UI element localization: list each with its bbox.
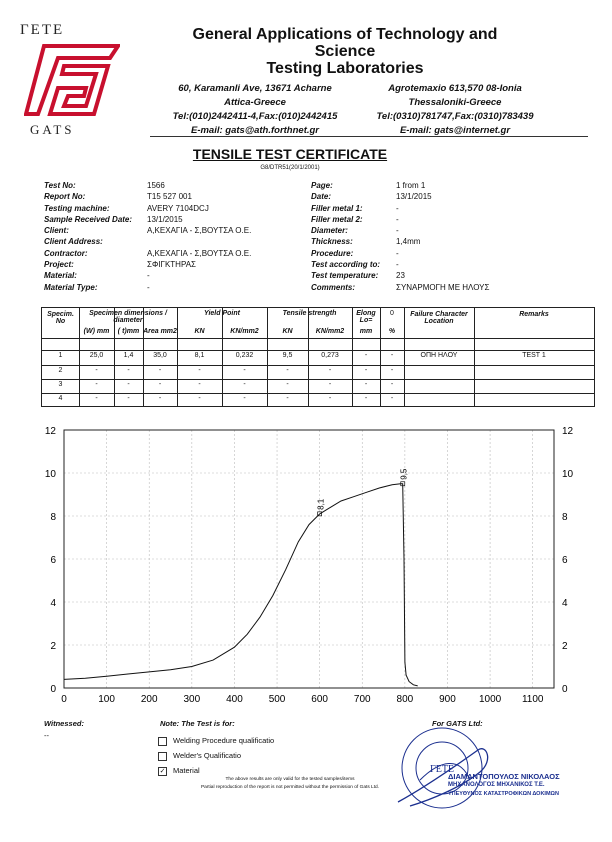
right-address: [345, 82, 565, 138]
info-value: -: [396, 248, 399, 258]
x-tick-label: 700: [353, 694, 371, 705]
info-value: ΣΦΙΓΚΤΗΡΑΣ: [147, 260, 196, 270]
right-address-line: E-mail: gats@internet.gr: [399, 125, 511, 136]
table-cell: -: [364, 367, 368, 374]
company-stamp-icon: [390, 720, 520, 820]
stamp-line: ΜΗΧΑΝΟΛΟΓΟΣ ΜΗΧΑΝΙΚΟΣ Τ.Ε.: [448, 782, 545, 788]
table-row-divider: [42, 338, 594, 339]
sub-header: (W) mm: [83, 328, 110, 335]
certificate-code: G8/DTR51(20/1/2001): [260, 165, 320, 171]
info-label: Client Address:: [44, 237, 103, 247]
info-left-values: [147, 180, 307, 293]
table-cell: -: [127, 395, 130, 402]
y-tick-label-right: 0: [562, 684, 568, 695]
table-row-divider: [42, 393, 594, 394]
info-label: Client:: [44, 226, 69, 236]
organization-title: [160, 26, 530, 77]
sub-header: %: [388, 328, 396, 335]
y-tick-label-right: 2: [562, 641, 568, 652]
info-right-labels: [311, 180, 401, 293]
table-cell: 1,4: [123, 352, 134, 359]
info-label: Date:: [311, 192, 332, 202]
disclaimer-line: Partial reproduction of the report is not permitted without the permission of Gats Ltd.: [200, 785, 380, 790]
table-cell: 8,1: [194, 352, 205, 359]
sub-header: KN: [282, 328, 293, 335]
sub-header: ( t)mm: [117, 328, 140, 335]
y-tick-label: 12: [44, 426, 56, 437]
stamp-line: ΔΙΑΜΑΝΤΟΠΟΥΛΟΣ ΝΙΚΟΛΑΟΣ: [448, 772, 560, 781]
specim-header: Specim. No: [47, 311, 74, 325]
info-label: Filler metal 2:: [311, 214, 363, 224]
gats-logo-icon: [24, 44, 120, 116]
y-tick-label: 6: [50, 555, 56, 566]
table-cell: -: [127, 367, 130, 374]
table-cell: -: [364, 381, 368, 388]
org-line-2: Science: [314, 43, 376, 60]
table-row-divider: [42, 350, 594, 351]
table-cell: 35,0: [153, 352, 167, 359]
sub-header: mm: [359, 328, 373, 335]
table-cell: -: [390, 381, 394, 388]
info-label: Sample Received Date:: [44, 214, 133, 224]
info-label: Material Type:: [44, 282, 98, 292]
info-value: 23: [396, 271, 405, 281]
info-label: Comments:: [311, 282, 356, 292]
sub-header: Area mm2: [143, 328, 177, 335]
table-cell: -: [127, 381, 130, 388]
table-cell: -: [328, 381, 332, 388]
table-cell: -: [328, 367, 332, 374]
info-label: Project:: [44, 260, 74, 270]
x-tick-label: 900: [439, 694, 456, 705]
elongation-header: Elong Lo=: [356, 310, 376, 324]
info-value: [147, 236, 307, 247]
svg-text:ΓΕΤΕ: ΓΕΤΕ: [429, 764, 455, 775]
table-cell: -: [95, 395, 98, 402]
y-tick-label: 8: [50, 512, 56, 523]
y-tick-label-right: 8: [562, 512, 568, 523]
x-tick-label: 0: [61, 694, 67, 705]
info-value: -: [396, 260, 399, 270]
disclaimer: [150, 776, 430, 792]
y-tick-label-right: 4: [562, 598, 568, 609]
table-cell: 1: [58, 352, 63, 359]
logo-top-text: ΓΕΤΕ: [20, 22, 65, 38]
table-cell: -: [158, 381, 162, 388]
elongation-lo-value: 0: [390, 310, 394, 317]
table-cell: -: [158, 395, 162, 402]
y-tick-label: 4: [50, 598, 56, 609]
info-value: 13/1/2015: [396, 192, 432, 202]
info-value: -: [147, 271, 150, 281]
info-value: ΣΥΝΑΡΜΟΓΗ ΜΕ ΗΛΟΥΣ: [396, 282, 490, 292]
info-label: Material:: [44, 271, 77, 281]
info-label: Report No:: [44, 192, 86, 202]
info-label: Testing machine:: [44, 203, 110, 213]
table-cell: -: [390, 395, 394, 402]
checkbox-icon[interactable]: [158, 737, 167, 746]
logo-bottom-text: GATS: [30, 122, 75, 137]
info-label: Contractor:: [44, 248, 88, 258]
right-address-line: Agrotemaxio 613,570 08-Ionia: [388, 83, 522, 94]
right-address-line: Thessaloniki-Greece: [408, 97, 502, 108]
table-cell: -: [390, 367, 394, 374]
y-tick-label-right: 12: [562, 426, 574, 437]
annotation-label: 9,5: [399, 468, 409, 480]
info-label: Page:: [311, 181, 333, 190]
table-cell: -: [286, 381, 289, 388]
info-value: 1,4mm: [396, 237, 421, 247]
table-cell: TEST 1: [522, 352, 546, 359]
org-line-3: Testing Laboratories: [266, 60, 424, 77]
info-value: -: [396, 214, 399, 224]
y-tick-label: 2: [50, 641, 56, 652]
x-tick-label: 1100: [521, 694, 544, 705]
load-curve: [64, 484, 418, 686]
left-address-line: 60, Karamanli Ave, 13671 Acharne: [178, 83, 332, 94]
info-label: Test temperature:: [311, 271, 379, 281]
certificate-title: TENSILE TEST CERTIFICATE: [192, 146, 388, 162]
table-cell: -: [243, 367, 246, 374]
dimensions-header: Specimen dimensions / diameter: [89, 310, 167, 324]
tensile-strength-header: Tensile strength: [282, 310, 337, 317]
info-label: Thickness:: [311, 237, 353, 247]
x-tick-label: 200: [140, 694, 158, 705]
option-welder-qualification[interactable]: [158, 748, 274, 763]
table-cell: -: [158, 367, 162, 374]
option-label: Welder's Qualificatio: [173, 751, 241, 760]
info-value: Α,ΚΕΧΑΓΙΑ - Σ,ΒΟΥΤΣΑ Ο.Ε.: [147, 226, 252, 236]
info-value: Α,ΚΕΧΑΓΙΑ - Σ,ΒΟΥΤΣΑ Ο.Ε.: [147, 248, 252, 258]
table-cell: -: [198, 367, 201, 374]
info-value: AVERY 7104DCJ: [147, 203, 209, 213]
left-address-line: E-mail: gats@ath.forthnet.gr: [190, 125, 320, 136]
left-address-line: Attica-Greece: [224, 97, 286, 108]
table-cell: -: [198, 395, 201, 402]
info-label: Test No:: [44, 181, 76, 190]
remarks-header: Remarks: [519, 311, 549, 318]
checkbox-checked-icon[interactable]: ✓: [159, 767, 166, 775]
table-cell: -: [198, 381, 201, 388]
option-label: Welding Procedure qualificatio: [173, 736, 275, 745]
table-row-divider: [42, 365, 594, 366]
info-value: 13/1/2015: [147, 214, 183, 224]
x-tick-label: 800: [396, 694, 414, 705]
info-label: Diameter:: [311, 226, 348, 236]
table-cell: -: [364, 395, 368, 402]
checkbox-icon[interactable]: [158, 752, 167, 761]
table-cell: -: [328, 395, 332, 402]
table-cell: 0,273: [321, 352, 339, 359]
load-extension-chart: [30, 420, 586, 710]
table-row-divider: [42, 379, 594, 380]
y-tick-label-right: 6: [562, 555, 568, 566]
info-value: T15 527 001: [147, 192, 192, 202]
info-value: -: [396, 226, 399, 236]
sub-header: KN: [194, 328, 205, 335]
table-cell: -: [95, 381, 98, 388]
info-label: Test according to:: [311, 260, 381, 270]
table-cell: 9,5: [282, 352, 293, 359]
table-cell: 0,232: [235, 352, 254, 359]
sub-header: KN/mm2: [230, 328, 259, 335]
info-value: -: [396, 203, 399, 213]
annotation-label: 8,1: [316, 498, 326, 510]
table-cell: 3: [58, 381, 63, 388]
table-cell: -: [243, 395, 246, 402]
left-address-line: Tel:(010)2442411-4,Fax:(010)2442415: [172, 111, 338, 122]
table-cell: -: [286, 367, 289, 374]
table-cell: -: [243, 381, 246, 388]
for-gats-label: For GATS Ltd:: [432, 719, 483, 728]
org-line-1: General Applications of Technology and: [192, 26, 498, 43]
failure-location-header: Failure Character Location: [410, 311, 468, 325]
test-purpose-options: [158, 733, 274, 778]
table-cell: -: [390, 352, 394, 359]
info-right-values: [396, 180, 566, 293]
info-value: -: [147, 282, 150, 292]
info-label: Procedure:: [311, 248, 354, 258]
y-tick-label: 10: [44, 469, 56, 480]
signatory-stamp: [448, 772, 598, 799]
info-label: Filler metal 1:: [311, 203, 363, 213]
witnessed-label: Witnessed:: [44, 719, 84, 728]
x-tick-label: 1000: [478, 694, 502, 705]
note-label: Note: The Test is for:: [160, 719, 235, 728]
yield-point-header: Yield Point: [204, 310, 240, 317]
table-cell: 25,0: [89, 352, 104, 359]
disclaimer-line: The above results are only valid for the tested samples/items: [225, 777, 355, 782]
option-welding-procedure[interactable]: [158, 733, 274, 748]
sub-header: KN/mm2: [315, 328, 345, 335]
table-cell: 4: [58, 395, 63, 402]
y-tick-label: 0: [50, 684, 56, 695]
results-table: [41, 307, 595, 407]
stamp-line: ΥΠΕΥΘΥΝΟΣ ΚΑΤΑΣΤΡΟΦΙΚΩΝ ΔΟΚΙΜΩΝ: [448, 791, 559, 797]
x-tick-label: 100: [98, 694, 115, 705]
info-left-labels: [44, 180, 144, 293]
info-value: 1566: [147, 181, 165, 190]
info-value: 1 from 1: [396, 181, 426, 190]
y-tick-label-right: 10: [562, 469, 574, 480]
witnessed-value: --: [44, 731, 49, 740]
x-tick-label: 400: [226, 694, 243, 705]
table-cell: 2: [58, 367, 63, 374]
table-cell: ΟΠΗ ΗΛΟΥ: [420, 352, 458, 359]
option-label: Material: [173, 766, 200, 775]
x-tick-label: 500: [268, 694, 286, 705]
header-divider: [150, 136, 588, 137]
x-tick-label: 600: [311, 694, 328, 705]
left-address: [150, 82, 360, 138]
table-cell: -: [364, 352, 368, 359]
table-cell: -: [95, 367, 98, 374]
right-address-line: Tel:(0310)781747,Fax:(0310)783439: [376, 111, 534, 122]
table-cell: -: [286, 395, 289, 402]
x-tick-label: 300: [183, 694, 201, 705]
